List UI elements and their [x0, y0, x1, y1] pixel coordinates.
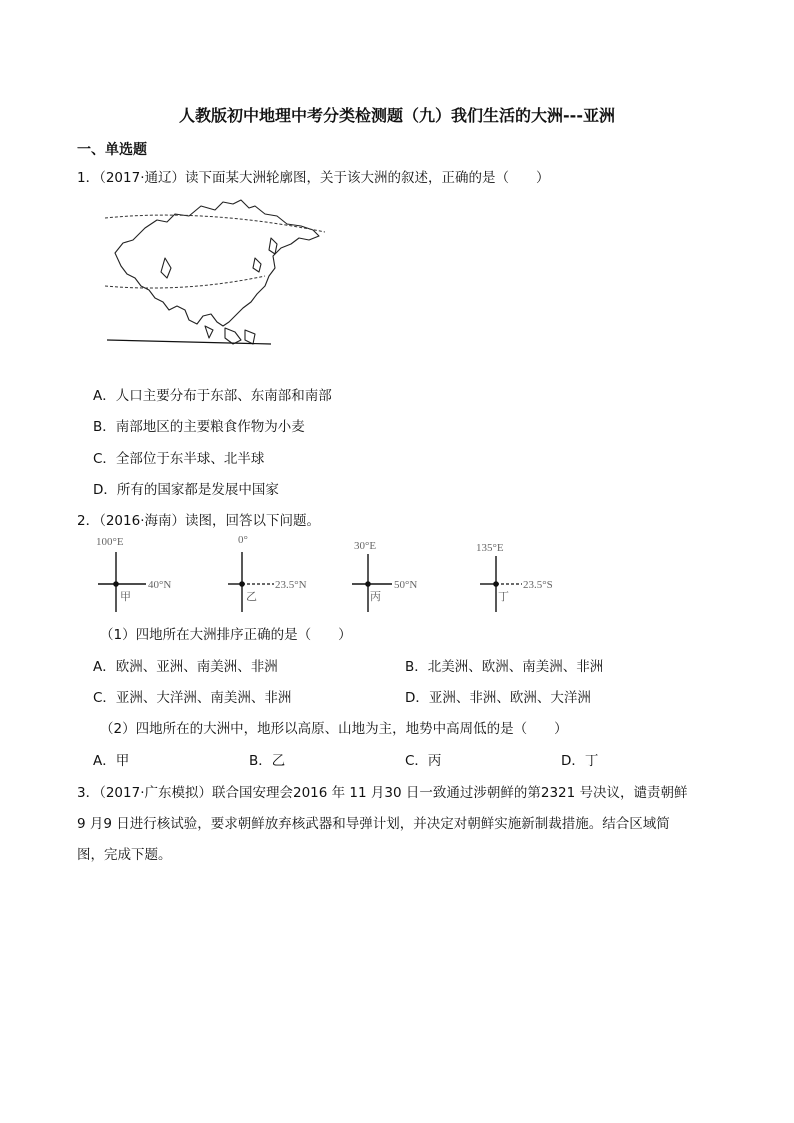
diagram-lon-label: 100°E: [96, 536, 124, 548]
q1-option-a[interactable]: A．人口主要分布于东部、东南部和南部: [93, 388, 332, 404]
q1-option-d[interactable]: D．所有的国家都是发展中国家: [93, 482, 279, 498]
diagram-place-label: 乙: [246, 590, 257, 603]
q2-sub2-option-b[interactable]: B．乙: [249, 753, 286, 769]
question-3-line-1: 3．（2017·广东模拟）联合国安理会2016 年 11 月30 日一致通过涉朝鲜的第2321 号决议，谴责朝鲜: [77, 785, 688, 801]
diagram-place-label: 丙: [370, 590, 381, 603]
coordinate-diagram-jia: [96, 532, 206, 617]
question-1-stem: 1．（2017·通辽）读下面某大洲轮廓图，关于该大洲的叙述，正确的是（ ）: [77, 170, 550, 186]
q2-sub1-stem: （1）四地所在大洲排序正确的是（ ）: [100, 627, 352, 643]
continent-outline-map: [105, 198, 325, 358]
question-3-line-3: 图，完成下题。: [77, 847, 172, 863]
coordinate-diagram-bing: [352, 532, 462, 617]
diagram-lon-label: 30°E: [354, 540, 377, 552]
q2-sub1-option-a[interactable]: A．欧洲、亚洲、南美洲、非洲: [93, 659, 278, 675]
q1-option-b[interactable]: B．南部地区的主要粮食作物为小麦: [93, 419, 305, 435]
q2-sub1-option-d[interactable]: D．亚洲、非洲、欧洲、大洋洲: [405, 690, 591, 706]
q1-option-c[interactable]: C．全部位于东半球、北半球: [93, 451, 265, 467]
diagram-lat-label: 23.5°N: [275, 579, 307, 591]
coordinate-diagram-yi: [228, 532, 338, 617]
q2-sub2-option-d[interactable]: D．丁: [561, 753, 599, 769]
section-heading: 一、单选题: [77, 142, 147, 158]
coordinate-diagram-ding: [476, 532, 586, 617]
q2-sub2-option-a[interactable]: A．甲: [93, 753, 130, 769]
diagram-lat-label: 50°N: [394, 579, 418, 591]
diagram-lon-label: 0°: [238, 534, 248, 546]
diagram-place-label: 丁: [498, 590, 509, 603]
q2-sub2-stem: （2）四地所在的大洲中，地形以高原、山地为主，地势中高周低的是（ ）: [100, 721, 568, 737]
diagram-lat-label: 40°N: [148, 579, 172, 591]
question-3-line-2: 9 月9 日进行核试验，要求朝鲜放弃核武器和导弹计划，并决定对朝鲜实施新制裁措施。结合区域简: [77, 816, 670, 832]
q2-sub2-option-c[interactable]: C．丙: [405, 753, 442, 769]
page-title: 人教版初中地理中考分类检测题（九）我们生活的大洲---亚洲: [179, 106, 615, 125]
q2-sub1-option-b[interactable]: B．北美洲、欧洲、南美洲、非洲: [405, 659, 604, 675]
q2-sub1-option-c[interactable]: C．亚洲、大洋洲、南美洲、非洲: [93, 690, 292, 706]
diagram-lat-label: 23.5°S: [523, 579, 553, 591]
question-2-stem: 2．（2016·海南）读图，回答以下问题。: [77, 513, 320, 529]
diagram-lon-label: 135°E: [476, 542, 504, 554]
diagram-place-label: 甲: [120, 590, 131, 603]
